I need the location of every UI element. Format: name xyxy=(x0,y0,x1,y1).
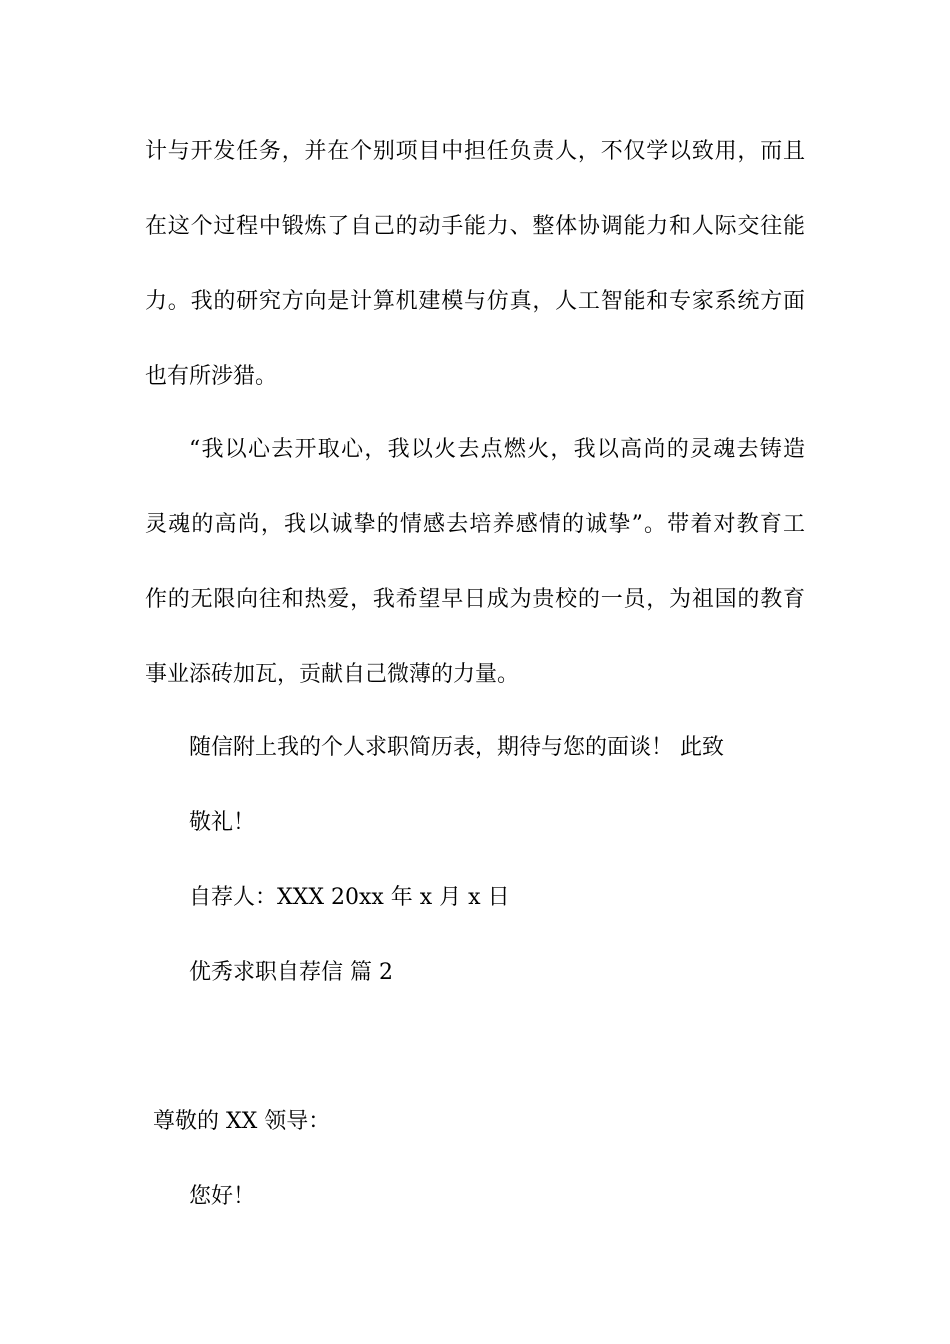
salute: 敬礼！ xyxy=(189,810,256,835)
paragraph-1-line-4: 也有所涉猎。 xyxy=(145,364,278,389)
paragraph-2-line-1: “我以心去开取心，我以火去点燃火，我以高尚的灵魂去铸造 xyxy=(189,437,805,462)
greeting: 尊敬的 XX 领导： xyxy=(153,1109,331,1134)
section-title: 优秀求职自荐信 篇 2 xyxy=(189,960,393,985)
paragraph-1-line-1: 计与开发任务，并在个别项目中担任负责人，不仅学以致用，而且 xyxy=(145,139,805,164)
paragraph-2-line-2: 灵魂的高尚，我以诚挚的情感去培养感情的诚挚”。带着对教育工 xyxy=(145,512,805,537)
closing-line: 随信附上我的个人求职简历表，期待与您的面谈！ 此致 xyxy=(189,735,724,760)
paragraph-1-line-2: 在这个过程中锻炼了自己的动手能力、整体协调能力和人际交往能 xyxy=(145,214,805,239)
paragraph-2-line-3: 作的无限向往和热爱，我希望早日成为贵校的一员，为祖国的教育 xyxy=(145,587,805,612)
paragraph-2-line-4: 事业添砖加瓦，贡献自己微薄的力量。 xyxy=(145,662,520,687)
signature: 自荐人：XXX 20xx 年 x 月 x 日 xyxy=(189,885,510,910)
paragraph-1-line-3: 力。我的研究方向是计算机建模与仿真，人工智能和专家系统方面 xyxy=(145,289,805,314)
hello-line: 您好！ xyxy=(189,1184,256,1209)
